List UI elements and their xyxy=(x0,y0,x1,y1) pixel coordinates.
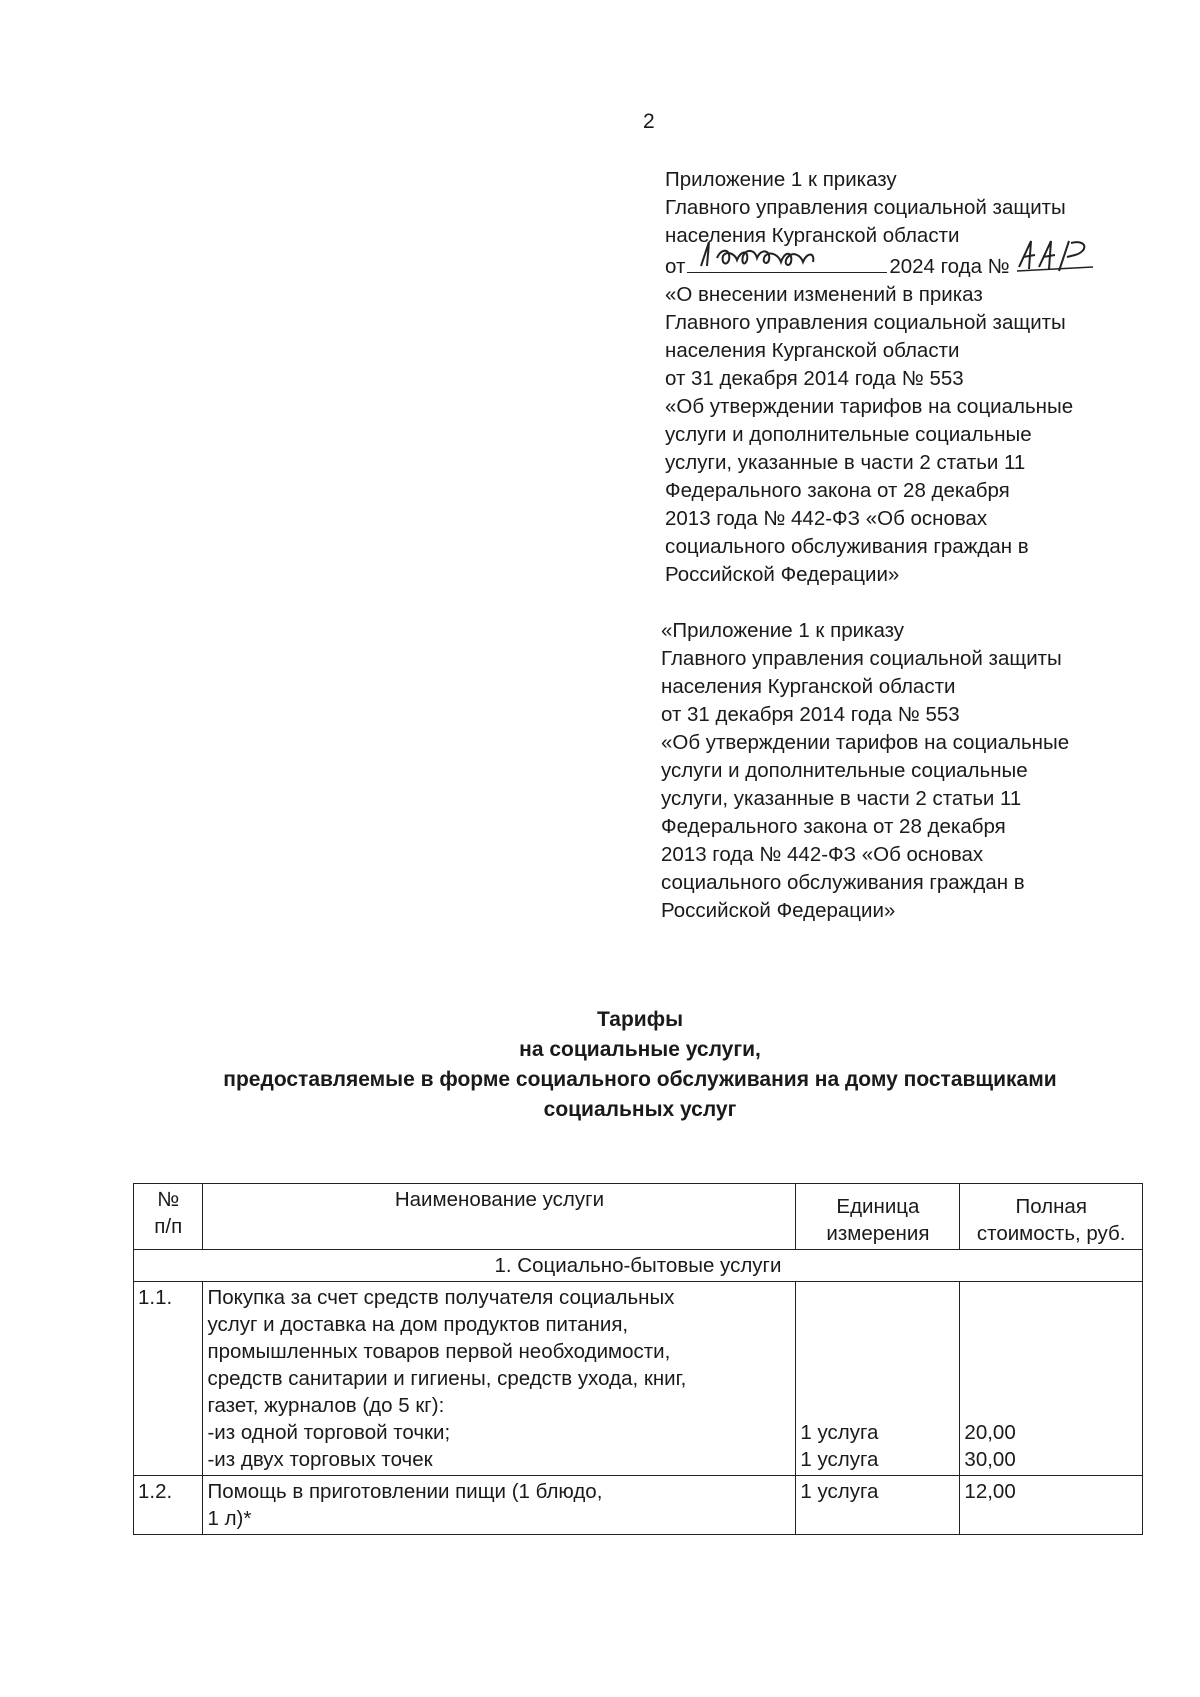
handwritten-date-signature xyxy=(687,236,887,272)
appendix-line: 2013 года № 442-ФЗ «Об основах xyxy=(665,507,988,530)
handwritten-number-signature xyxy=(1015,237,1097,277)
row-unit-line: 1 услуга xyxy=(800,1480,879,1503)
appendix-line: Главного управления социальной защиты xyxy=(665,311,1066,334)
appendix-line: социального обслуживания граждан в xyxy=(665,535,1029,558)
appendix-line: 2013 года № 442-ФЗ «Об основах xyxy=(661,843,984,866)
row-name-line: газет, журналов (до 5 кг): xyxy=(207,1394,445,1417)
row-unit xyxy=(796,1282,960,1476)
title-line: социальных услуг xyxy=(543,1098,737,1121)
row-name-line: -из двух торговых точек xyxy=(207,1448,433,1471)
row-name xyxy=(203,1476,796,1535)
header-unit xyxy=(796,1184,960,1250)
header-cost xyxy=(960,1184,1143,1250)
header-text: Полная xyxy=(1015,1195,1087,1218)
document-title xyxy=(130,1005,1150,1125)
row-name-line: Покупка за счет средств получателя социальных xyxy=(207,1286,675,1309)
appendix-line: Главного управления социальной защиты xyxy=(661,647,1062,670)
appendix-line: социального обслуживания граждан в xyxy=(661,871,1025,894)
row-cost-line: 12,00 xyxy=(964,1480,1016,1503)
row-name-line: 1 л)* xyxy=(207,1507,252,1530)
row-num: 1.2. xyxy=(134,1476,203,1535)
appendix-line: услуги и дополнительные социальные xyxy=(661,759,1028,782)
date-year-text: 2024 года № xyxy=(889,255,1010,278)
row-name-line: промышленных товаров первой необходимости, xyxy=(207,1340,671,1363)
section-title: 1. Социально-бытовые услуги xyxy=(134,1250,1143,1282)
tariffs-table xyxy=(133,1183,1143,1535)
row-name-line: -из одной торговой точки; xyxy=(207,1421,451,1444)
appendix-line: от 31 декабря 2014 года № 553 xyxy=(665,367,964,390)
section-row xyxy=(134,1250,1143,1282)
row-name xyxy=(203,1282,796,1476)
title-line: на социальные услуги, xyxy=(519,1038,761,1061)
appendix-line: Главного управления социальной защиты xyxy=(665,196,1066,219)
header-text: № xyxy=(157,1188,180,1211)
header-text: измерения xyxy=(826,1222,930,1245)
appendix-line: Российской Федерации» xyxy=(665,563,900,586)
date-prefix: от xyxy=(665,255,686,278)
appendix-line: «Об утверждении тарифов на социальные xyxy=(665,395,1074,418)
appendix-line: услуги, указанные в части 2 статьи 11 xyxy=(661,787,1022,810)
row-unit-line: 1 услуга xyxy=(800,1421,879,1444)
header-text: п/п xyxy=(154,1215,183,1238)
header-name: Наименование услуги xyxy=(203,1184,796,1250)
title-line: предоставляемые в форме социального обслуживания на дому поставщиками xyxy=(223,1068,1057,1091)
handwritten-date-field xyxy=(687,250,887,273)
table-row xyxy=(134,1282,1143,1476)
page-number: 2 xyxy=(643,110,655,133)
appendix-block-current xyxy=(665,166,1165,589)
row-name-line: услуг и доставка на дом продуктов питания, xyxy=(207,1313,629,1336)
appendix-block-original xyxy=(661,617,1161,925)
appendix-line: от 31 декабря 2014 года № 553 xyxy=(661,703,960,726)
appendix-line: населения Курганской области xyxy=(661,675,956,698)
appendix-line: «О внесении изменений в приказ xyxy=(665,283,983,306)
date-number-line xyxy=(665,250,1165,281)
table-header-row xyxy=(134,1184,1143,1250)
row-cost xyxy=(960,1282,1143,1476)
row-unit xyxy=(796,1476,960,1535)
appendix-line: Российской Федерации» xyxy=(661,899,896,922)
handwritten-number-field xyxy=(1015,251,1097,273)
row-name-line: средств санитарии и гигиены, средств ухода, книг, xyxy=(207,1367,687,1390)
appendix-line: Федерального закона от 28 декабря xyxy=(665,479,1010,502)
header-text: стоимость, руб. xyxy=(976,1222,1126,1245)
appendix-line: Приложение 1 к приказу xyxy=(665,168,897,191)
appendix-line: услуги и дополнительные социальные xyxy=(665,423,1032,446)
header-num xyxy=(134,1184,203,1250)
row-unit-line: 1 услуга xyxy=(800,1448,879,1471)
appendix-line: «Об утверждении тарифов на социальные xyxy=(661,731,1070,754)
table-row xyxy=(134,1476,1143,1535)
appendix-line: населения Курганской области xyxy=(665,339,960,362)
title-line: Тарифы xyxy=(596,1008,684,1031)
row-cost-line: 30,00 xyxy=(964,1448,1016,1471)
row-num: 1.1. xyxy=(134,1282,203,1476)
row-cost-line: 20,00 xyxy=(964,1421,1016,1444)
row-cost xyxy=(960,1476,1143,1535)
appendix-line: услуги, указанные в части 2 статьи 11 xyxy=(665,451,1026,474)
appendix-line: «Приложение 1 к приказу xyxy=(661,619,905,642)
appendix-line: Федерального закона от 28 декабря xyxy=(661,815,1006,838)
row-name-line: Помощь в приготовлении пищи (1 блюдо, xyxy=(207,1480,603,1503)
appendix-line: населения Курганской области xyxy=(665,224,960,247)
header-text: Единица xyxy=(836,1195,920,1218)
